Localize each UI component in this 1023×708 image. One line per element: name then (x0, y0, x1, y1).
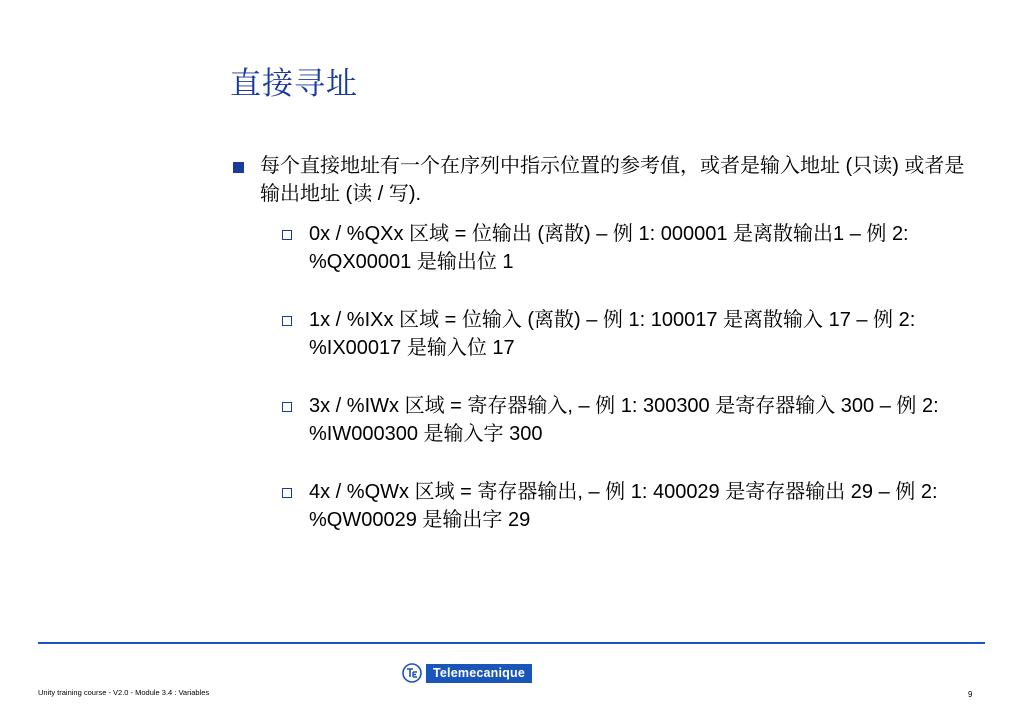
filled-square-bullet-icon (233, 162, 244, 173)
telemecanique-emblem-icon (402, 663, 422, 683)
sub-bullet-item (282, 478, 972, 534)
sub-bullet-text: 4x / %QWx 区域 = 寄存器输出, – 例 1: 400029 是寄存器输出 29 – 例 2: %QW00029 是输出字 29 (309, 481, 938, 531)
brand-wordmark: Telemecanique (426, 664, 532, 683)
main-bullet (233, 152, 973, 208)
slide-title: 直接寻址 (230, 66, 358, 102)
sub-bullet-text: 1x / %IXx 区域 = 位输入 (离散) – 例 1: 100017 是离散输入 17 – 例 2: %IX00017 是输入位 17 (309, 309, 916, 359)
sub-bullet-text: 3x / %IWx 区域 = 寄存器输入, – 例 1: 300300 是寄存器输入 300 – 例 2: %IW000300 是输入字 300 (309, 395, 939, 445)
footer-divider (38, 642, 985, 644)
sub-bullet-item (282, 220, 972, 276)
sub-bullet-list (282, 220, 972, 564)
main-bullet-text: 每个直接地址有一个在序列中指示位置的参考值，或者是输入地址 (只读) 或者是输出地址 (读 / 写). (260, 155, 965, 205)
page-number: 9 (968, 690, 973, 699)
hollow-square-bullet-icon (282, 316, 292, 326)
sub-bullet-item (282, 306, 972, 362)
telemecanique-logo (402, 663, 532, 683)
hollow-square-bullet-icon (282, 230, 292, 240)
hollow-square-bullet-icon (282, 402, 292, 412)
course-footer-text: Unity training course - V2.0 - Module 3.4 : Variables (38, 688, 210, 697)
sub-bullet-text: 0x / %QXx 区域 = 位输出 (离散) – 例 1: 000001 是离散输出1 – 例 2: %QX00001 是输出位 1 (309, 223, 909, 273)
sub-bullet-item (282, 392, 972, 448)
hollow-square-bullet-icon (282, 488, 292, 498)
